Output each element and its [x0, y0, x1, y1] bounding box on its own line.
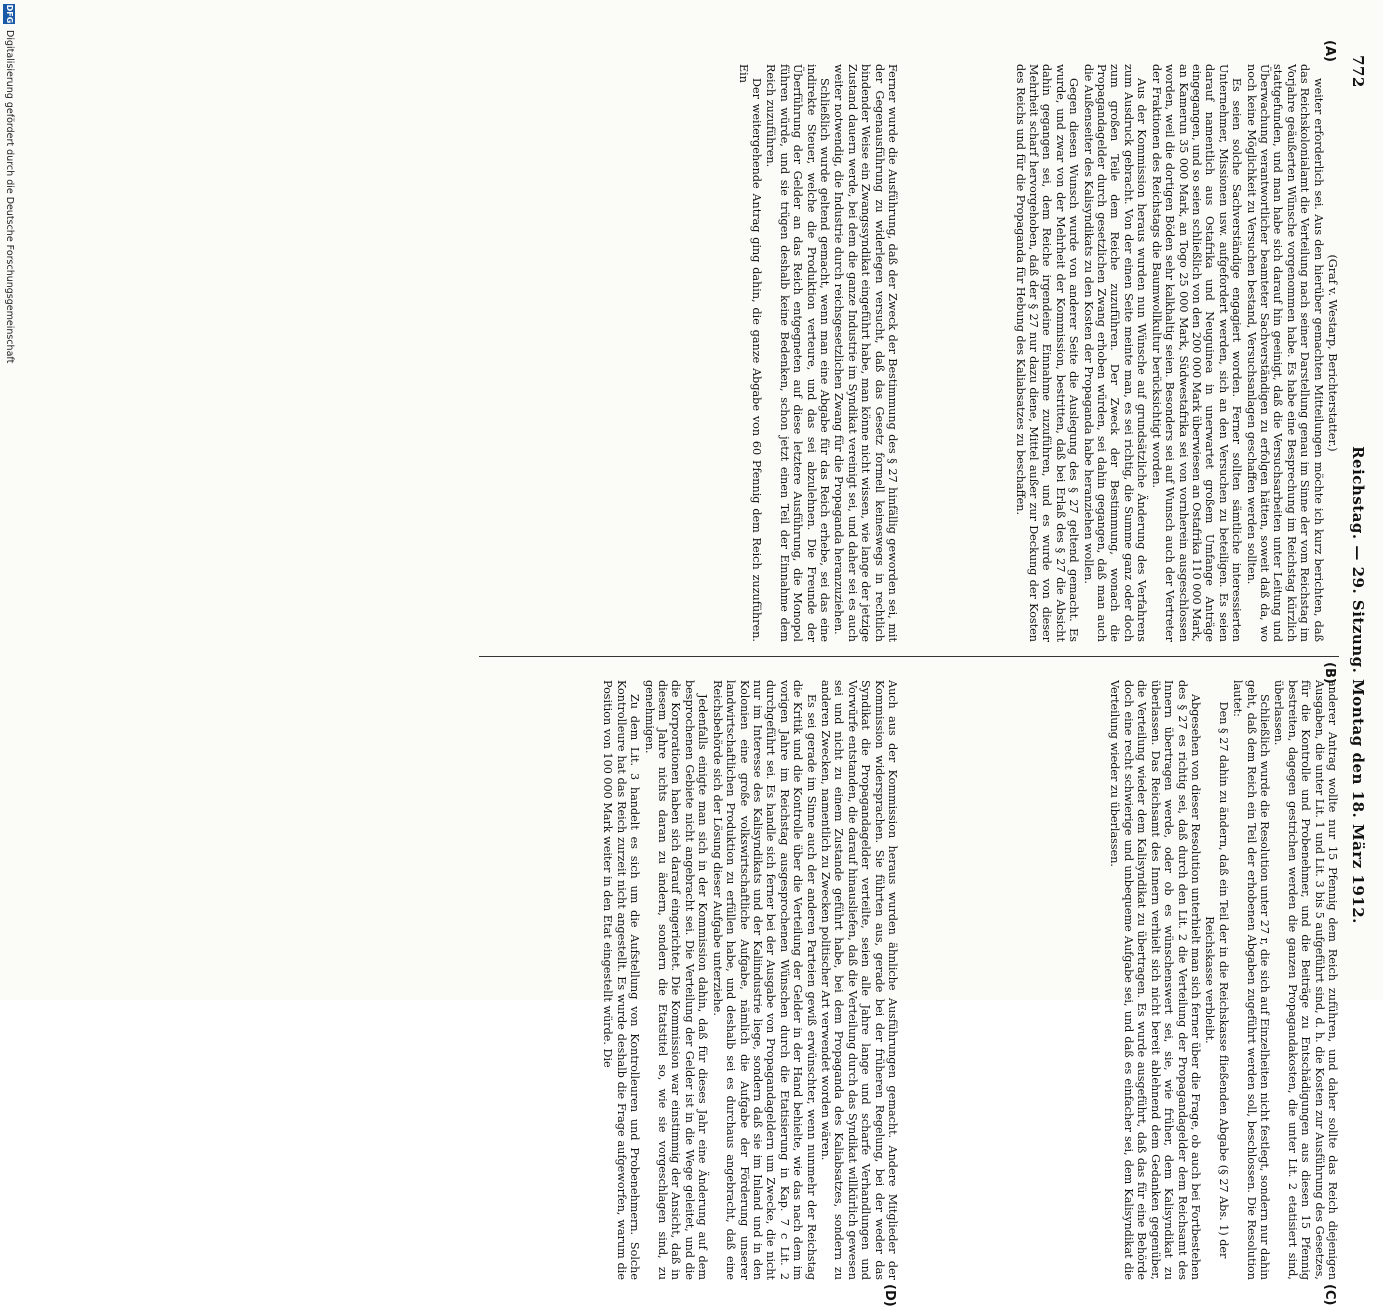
- footer-credit: Digitalisierung gefördert durch die Deutsche Forschungsgemeinschaft: [4, 30, 15, 364]
- margin-marker-c: (C): [1322, 1284, 1337, 1306]
- paragraph: Es sei gerade im Sinne auch der anderen Parteien gewiß erwünschter, wenn nunmehr der Reichstag die Kritik und die Kontrolle über die Verteilung der Gelder in der Hand behielte, wie das nach dem im vorigen Jahre im Reichstag ausgesprochenen Wünschen durch die Etatisierung in Kap. 7 c Lit. 2 durchgeführt sei. Es handle sich ferner bei der Ausgabe von Propagandageldern um Zwecke, die nicht nur im Interesse des Kalisyndikats und der Kaliindustrie liege, sondern daß sie im Inland und in den Kolonien eine große volkswirtschaftliche Aufgabe, nämlich die Aufgabe der Förderung unserer landwirtschaftlichen Produktion zu erfüllen habe, und deshalb sei es durchaus angebracht, daß eine Reichsbehörde sich der Lösung dieser Aufgabe unterziehe.: [710, 680, 818, 1280]
- paragraph: Gegen diesen Wunsch wurde von anderer Seite die Auslegung des § 27 geltend gemacht. Es wurde, und zwar von der Mehrheit der Kommission, bestritten, daß bei Erlaß des § 27 die Absicht dahin gegangen sei, dem Reiche irgendeine Einnahme zuzuführen, und es wurde von dieser Mehrheit scharf hervorgehoben, daß der § 27 nur dazu diene, Mittel außer zur Deckung der Kosten des Reichs und für die Propaganda für Hebung des Kaliabsatzes zu beschaffen.: [1013, 64, 1081, 642]
- text-column-d: [489, 680, 899, 1280]
- paragraph: weiter erforderlich sei. Aus den hierüber gemachten Mitteilungen möchte ich kurz berichten, daß das Reichskolonialamt die Verteilung nach seiner Darstellung genau im Sinne der vom Reichstag im Vorjahre geäußerten Wünsche vorgenommen habe. Es habe eine Besprechung im Reichstag kürzlich stattgefunden, und man habe sich darauf hin geeinigt, daß die Versuchsarbeiten unter Leitung und Überwachung verantwortlicher beamteter Sachverständigen zu erfolgen hätten, soweit daß da, wo noch keine Möglichkeit zu Versuchen bestand, Versuchsanlagen geschaffen werden sollten.: [1244, 64, 1325, 642]
- page-number: 772: [1349, 55, 1367, 88]
- margin-marker-a: (A): [1322, 40, 1337, 62]
- paragraph: Abgesehen von dieser Resolution unterhielt man sich ferner über die Frage, ob auch bei Fortbestehen des § 27 es richtig sei, daß durch den Lit. 2 die Verteilung der Propagandagelder dem Reichsamt des Innern übertragen werde, oder ob es wünschenswert sei, sie, wie früher, dem Kalisyndikat zu überlassen. Das Reichsamt des Innern verhielt sich nicht bereit ablehnend dem Gedanken gegenüber, die Verteilung wieder dem Kalisyndikat zu übertragen. Es wurde ausgeführt, daß das für eine Behörde doch eine recht schwierige und unbequeme Aufgabe sei, und daß es einfacher sei, dem Kalisyndikat die Verteilung wieder zu überlassen.: [1108, 680, 1202, 1280]
- margin-marker-d: (D): [882, 1284, 897, 1307]
- paragraph: Zu dem Lit. 3 handelt es sich um die Aufstellung von Kontrolleuren und Probenehmern. Solche Kontrolleure hat das Reich zurzeit nicht angestellt. Es wurde deshalb die Frage aufgeworfen, warum die Position von 100 000 Mark weiter in den Etat eingestellt würde. Die: [601, 680, 642, 1280]
- paragraph: Schließlich wurde die Resolution unter 27 r, die sich auf Einzelheiten nicht festlegt, sondern nur dahin geht, daß dem Reich ein Teil der erhobenen Abgaben zugeführt werden soll, beschlossen. Die Resolution lautet:: [1231, 680, 1271, 1280]
- paragraph: Aus der Kommission heraus wurden nun Wünsche auf grundsätzliche Änderung des Verfahrens zum Ausdruck gebracht. Von der einen Seite meinte man, es sei richtig, die Summe ganz oder doch zum großen Teile dem Reiche zuzuführen. Der Zweck der Bestimmung, wonach die Propagandagelder durch gesetzlichen Zwang erhoben würden, sei dahin gegangen, daß man auch die Außenseiter des Kalisyndikats zu den Kosten der Propaganda habe heranziehen wollen.: [1081, 64, 1149, 642]
- page-header: [1343, 55, 1369, 1305]
- paragraph: anderer Antrag wollte nur 15 Pfennig dem Reich zuführen, und daher sollte das Reich diejenigen Ausgaben, die unter Lit. 1 und Lit. 3 bis 5 aufgeführt sind, d. h. die Kosten zur Ausführung des Gesetzes, für die Kontrolle und Probenehmer, und die Beiträge zu Entschädigungen aus diesen 15 Pfennig bestreiten, dagegen gestrichen werden die ganzen Propagandakosten, die unter Lit. 2 etatisiert sind, überlassen.: [1272, 680, 1339, 1280]
- paragraph: Der weitergehende Antrag ging dahin, die ganze Abgabe von 60 Pfennig dem Reich zuzuführen. Ein: [736, 64, 763, 642]
- paragraph: Jedenfalls einigte man sich in der Kommission dahin, daß für dieses Jahr eine Änderung auf dem besprochenen Gebiete nicht angebracht sei. Die Verteilung der Gelder ist in die Wege geleitet, und die die Korporationen haben sich darauf eingerichtet. Die Kommission war einstimmig der Ansicht, daß in diesem Jahre nichts daran zu ändern, sondern die Etatstitel so, wie sie vorgeschlagen sind, zu genehmigen.: [642, 680, 710, 1280]
- paragraph: Auch aus der Kommission heraus wurden ähnliche Ausführungen gemacht. Andere Mitglieder der Kommission widersprachen. Sie führten aus, gerade bei der früheren Regelung, bei der weder das Syndikat die Propagandagelder verteilte, seien alle Jahre lange und scharfe Verhandlungen und Vorwürfe entstanden, die darauf hinausliefen, daß die Verteilung durch das Syndikat willkürlich gewesen sei und nicht zu einem Zustande geführt habe, bei dem Propaganda des Kaliabsatzes, sondern zu anderen Zwecken, namentlich zu Zwecken politischer Art verwendet worden wären.: [818, 680, 899, 1280]
- dfg-logo: DFG: [5, 4, 14, 24]
- column-divider: [479, 656, 1339, 657]
- paragraph: Schließlich wurde geltend gemacht, wenn man eine Abgabe für das Reich erhebe, sei das eine indirekte Steuer, welche die Produktion verteure, und das sei abzulehnen. Die Freunde der Überführung der Gelder an das Reich entgegneten auf diese letztere Ausführung, die Monopol führen würde, und sie trügen deshalb keine Bedenken, schon jetzt einen Teil der Einnahme dem Reich zuzuführen.: [764, 64, 831, 642]
- page-title: Reichstag. — 29. Sitzung. Montag den 18. März 1912.: [1349, 446, 1367, 924]
- text-column-c: [489, 64, 899, 642]
- margin-marker-b: (B): [1322, 662, 1337, 684]
- paragraph: Es seien solche Sachverständige engagiert worden. Ferner sollten sämtliche interessierten Unternehmer, Missionen usw. aufgefordert werden, sich an den Versuchen zu beteiligen. Es seien darauf namentlich aus Ostafrika und Neuguinea in unerwartet großem Umfange Anträge eingegangen, und so seien schließlich von den 200 000 Mark überwiesen an Ostafrika 110 000 Mark, an Kamerun 35 000 Mark, an Togo 25 000 Mark, Südwestafrika sei von vornherein ausgeschlossen worden, weil die dortigen Böden sehr kalkhaltig seien. Besonders sei auf Wunsch auch der Vertreter der Fraktionen des Reichstags die Baumwollkultur berücksichtigt worden.: [1149, 64, 1244, 642]
- text-column-a: [929, 64, 1339, 642]
- paragraph: Ferner wurde die Ausführung, daß der Zweck der Bestimmung des § 27 hinfällig geworden sei, mit der Gegenausführung zu widerlegen versucht, daß das Gesetz formell keineswegs in rechtlich bindender Weise ein Zwangssyndikat eingeführt habe, man könne nicht wissen, wie lange der jetzige Zustand dauern werde, bei dem die ganze Industrie im Syndikat vereinigt sei, und daher sei es auch weiter notwendig, die Industrie durch reichsgesetzlichen Zwang für die Propaganda heranzuziehen.: [832, 64, 899, 642]
- footer: [0, 0, 17, 1000]
- text-column-b: [929, 680, 1339, 1280]
- resolution-text: Den § 27 dahin zu ändern, daß ein Teil der in die Reichskasse fließenden Abgabe (§ 27 Abs. 1) der Reichskasse verbleibt.: [1203, 701, 1230, 1259]
- speaker-label: (Graf v. Westarp, Berichterstatter.): [1326, 254, 1339, 452]
